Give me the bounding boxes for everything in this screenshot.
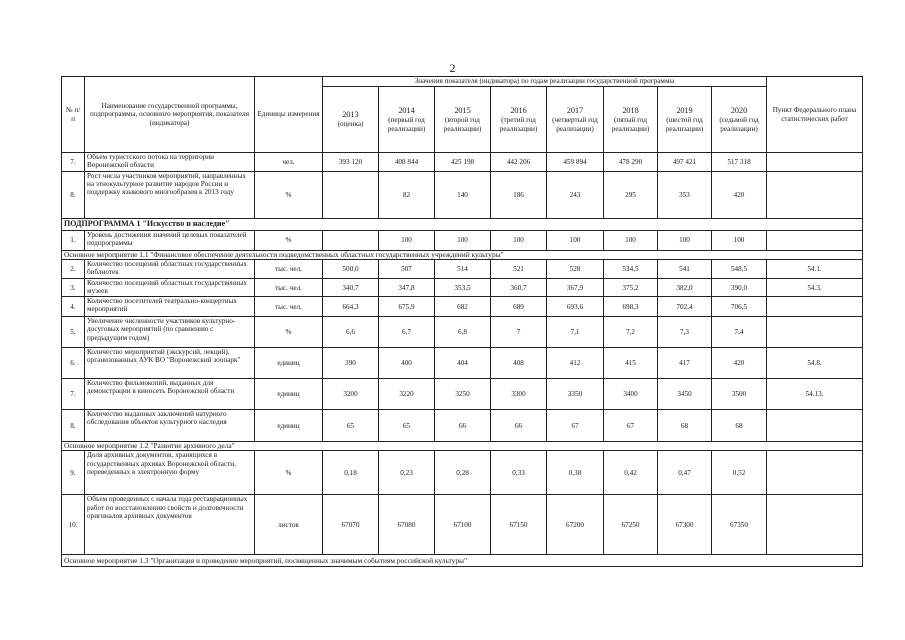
value-cell: 67150 [491,495,547,555]
value-cell: 100 [712,231,767,251]
value-cell: 7,1 [547,317,604,348]
row-number: 6. [62,348,85,379]
value-cell: 521 [491,260,547,279]
header-no: № п/п [62,77,85,153]
header-year-label: 2013 [342,110,359,120]
indicator-name: Количество посещений областных государственных библиотек [85,260,255,279]
section-title: Основное мероприятие 1.1 "Финансовое обеспечение деятельности подведомственных областных государственных учреждений культуры" [62,251,863,260]
unit-cell: % [255,172,323,219]
value-cell: 3200 [323,379,379,410]
value-cell: 459 894 [547,153,604,172]
header-year-label: 2019 [676,106,693,116]
value-cell: 541 [658,260,712,279]
header-year-2016 [491,87,547,153]
value-cell: 65 [323,410,379,442]
value-cell: 140 [435,172,491,219]
value-cell: 0,23 [379,451,435,495]
value-cell: 353,5 [435,279,491,297]
value-cell: 353 [658,172,712,219]
value-cell: 67200 [547,495,604,555]
value-cell: 408 844 [379,153,435,172]
header-year-2018 [604,87,658,153]
value-cell: 67070 [323,495,379,555]
header-year-note: (третий год реализации) [499,116,538,133]
indicator-name: Рост числа участников мероприятий, направленных на этнокультурное развитие народов России и поддержку языкового многообразия к 2013 году [85,172,255,219]
unit-cell: % [255,451,323,495]
punkt-cell [767,231,863,251]
value-cell: 3350 [547,379,604,410]
value-cell: 186 [491,172,547,219]
row-number: 9. [62,451,85,495]
header-year-note: (пятый год реализации) [611,116,650,133]
value-cell: 534,5 [604,260,658,279]
section-heading [62,555,863,567]
value-cell: 675,9 [379,297,435,317]
value-cell: 478 290 [604,153,658,172]
unit-cell: тыс. чел. [255,297,323,317]
header-year-2020 [712,87,767,153]
value-cell: 420 [712,348,767,379]
section-heading [62,251,863,260]
indicator-name: Увеличение численности участников культурно-досуговых мероприятий (по сравнению с предыдущим годом) [85,317,255,348]
value-cell: 698,3 [604,297,658,317]
header-values-group: Значения показателя (индикатора) по годам реализации государственной программы [323,77,767,87]
row-number: 7. [62,379,85,410]
value-cell: 393 120 [323,153,379,172]
value-cell: 706,5 [712,297,767,317]
punkt-cell [767,451,863,495]
unit-cell: тыс. чел. [255,279,323,297]
table-row [62,297,863,317]
indicator-name: Количество выданных заключений натурного обследования объектов культурного наследия [85,410,255,442]
header-year-note: (седьмой год реализации) [719,116,759,133]
indicator-name: Количество посетителей театрально-концертных мероприятий [85,297,255,317]
table-row [62,495,863,555]
row-number: 8. [62,410,85,442]
value-cell: 420 [712,172,767,219]
table-row [62,317,863,348]
value-cell: 375,2 [604,279,658,297]
value-cell: 367,9 [547,279,604,297]
page-number: 2 [449,61,456,75]
value-cell: 3400 [604,379,658,410]
section-title: Основное мероприятие 1.2 "Развитие архивного дела" [62,442,863,451]
value-cell: 382,0 [658,279,712,297]
value-cell: 390,0 [712,279,767,297]
header-year-label: 2016 [510,106,527,116]
value-cell: 404 [435,348,491,379]
table-row [62,451,863,495]
value-cell: 415 [604,348,658,379]
row-number: 10. [62,495,85,555]
value-cell: 500,0 [323,260,379,279]
header-year-label: 2014 [398,106,415,116]
value-cell: 65 [379,410,435,442]
indicator-name: Уровень достижения значений целевых показателей подпрограммы [85,231,255,251]
header-year-label: 2017 [566,106,584,116]
indicator-name: Объем проведенных с начала года реставрационных работ по восстановлению свойств и долговечности оригиналов архивных документов [85,495,255,555]
punkt-cell [767,153,863,172]
value-cell: 0,18 [323,451,379,495]
value-cell: 360,7 [491,279,547,297]
table-header [62,77,863,153]
value-cell: 682 [435,297,491,317]
header-year-note: (первый год реализации) [387,116,426,133]
unit-cell: листов [255,495,323,555]
value-cell: 243 [547,172,604,219]
table-row [62,279,863,297]
value-cell: 6,7 [379,317,435,348]
value-cell: 548,5 [712,260,767,279]
value-cell: 66 [491,410,547,442]
value-cell: 417 [658,348,712,379]
value-cell: 0,42 [604,451,658,495]
value-cell: 100 [658,231,712,251]
value-cell: 340,7 [323,279,379,297]
indicator-name: Доля архивных документов, хранящихся в государственных архивах Воронежской области, переведенных в электронную форму [85,451,255,495]
value-cell: 3300 [491,379,547,410]
value-cell: 7 [491,317,547,348]
value-cell: 0,33 [491,451,547,495]
value-cell: 6,8 [435,317,491,348]
table-row [62,260,863,279]
value-cell: 100 [604,231,658,251]
value-cell: 100 [491,231,547,251]
value-cell: 67300 [658,495,712,555]
value-cell: 517 318 [712,153,767,172]
row-number: 1. [62,231,85,251]
section-title: Основное мероприятие 1.3 "Организация и проведение мероприятий, посвященных значимым событиям российской культуры" [62,555,863,567]
header-punkt: Пункт Федерального плана статистических работ [767,77,863,153]
unit-cell: тыс. чел. [255,260,323,279]
table-row [62,153,863,172]
header-year-2014 [379,87,435,153]
value-cell: 67 [604,410,658,442]
value-cell: 0,38 [547,451,604,495]
indicator-name: Количество посещений областных государственных музеев [85,279,255,297]
value-cell: 412 [547,348,604,379]
table-row [62,348,863,379]
header-year-2017 [547,87,604,153]
value-cell: 507 [379,260,435,279]
value-cell: 6,6 [323,317,379,348]
value-cell: 693,6 [547,297,604,317]
table-row [62,410,863,442]
value-cell: 702,4 [658,297,712,317]
value-cell: 3450 [658,379,712,410]
value-cell: 67250 [604,495,658,555]
punkt-cell: 54.13. [767,379,863,410]
header-year-note: (четвертый год реализации) [552,116,598,133]
value-cell: 82 [379,172,435,219]
header-year-2019 [658,87,712,153]
header-name: Наименование государственной программы, подпрограммы, основного мероприятия, показателя (индикатора) [85,77,255,153]
header-year-note: (шестой год реализации) [665,116,704,133]
punkt-cell [767,297,863,317]
value-cell: 408 [491,348,547,379]
header-year-2013 [323,87,379,153]
header-year-note: (второй год реализации) [443,116,482,133]
punkt-cell [767,410,863,442]
value-cell [323,172,379,219]
value-cell: 3220 [379,379,435,410]
row-number: 4. [62,297,85,317]
value-cell: 7,3 [658,317,712,348]
unit-cell: чел. [255,153,323,172]
value-cell: 400 [379,348,435,379]
header-unit: Единицы измерения [255,77,323,153]
value-cell: 100 [547,231,604,251]
value-cell: 67080 [379,495,435,555]
header-year-label: 2015 [454,106,471,116]
value-cell: 68 [658,410,712,442]
value-cell: 67350 [712,495,767,555]
indicator-name: Количество мероприятий (экскурсий, лекций), организованных АУК ВО "Воронежский зоопарк" [85,348,255,379]
value-cell: 0,28 [435,451,491,495]
table-row [62,172,863,219]
value-cell: 664,3 [323,297,379,317]
value-cell: 3500 [712,379,767,410]
value-cell: 66 [435,410,491,442]
value-cell: 442 206 [491,153,547,172]
punkt-cell: 54.8. [767,348,863,379]
value-cell: 347,8 [379,279,435,297]
row-number: 3. [62,279,85,297]
value-cell: 425 198 [435,153,491,172]
value-cell: 100 [379,231,435,251]
punkt-cell: 54.3. [767,279,863,297]
value-cell: 689 [491,297,547,317]
value-cell: 67 [547,410,604,442]
section-heading [62,442,863,451]
indicators-table [61,76,863,567]
indicator-name: Количество фильмокопий, выданных для демонстрации в киносеть Воронежской области [85,379,255,410]
indicator-name: Объем туристского потока на территории Воронежской области [85,153,255,172]
row-number: 7. [62,153,85,172]
punkt-cell: 54.1. [767,260,863,279]
punkt-cell [767,495,863,555]
value-cell: 0,47 [658,451,712,495]
header-year-2015 [435,87,491,153]
value-cell: 497 421 [658,153,712,172]
value-cell [323,231,379,251]
subprogram-heading [62,219,863,231]
unit-cell: единиц [255,379,323,410]
unit-cell: единиц [255,410,323,442]
value-cell: 100 [435,231,491,251]
row-number: 8. [62,172,85,219]
row-number: 5. [62,317,85,348]
punkt-cell [767,317,863,348]
value-cell: 528 [547,260,604,279]
value-cell: 514 [435,260,491,279]
punkt-cell [767,172,863,219]
unit-cell: % [255,317,323,348]
header-year-note: (оценка) [337,120,364,129]
value-cell: 3250 [435,379,491,410]
value-cell: 295 [604,172,658,219]
value-cell: 7,4 [712,317,767,348]
value-cell: 390 [323,348,379,379]
unit-cell: единиц [255,348,323,379]
section-title: ПОДПРОГРАММА 1 "Искусство и наследие" [62,219,863,231]
table-row [62,379,863,410]
value-cell: 67100 [435,495,491,555]
table-row [62,231,863,251]
table-body [62,153,863,567]
row-number: 2. [62,260,85,279]
value-cell: 0,52 [712,451,767,495]
value-cell: 68 [712,410,767,442]
value-cell: 7,2 [604,317,658,348]
header-year-label: 2020 [730,106,748,116]
header-year-label: 2018 [622,106,639,116]
unit-cell: % [255,231,323,251]
